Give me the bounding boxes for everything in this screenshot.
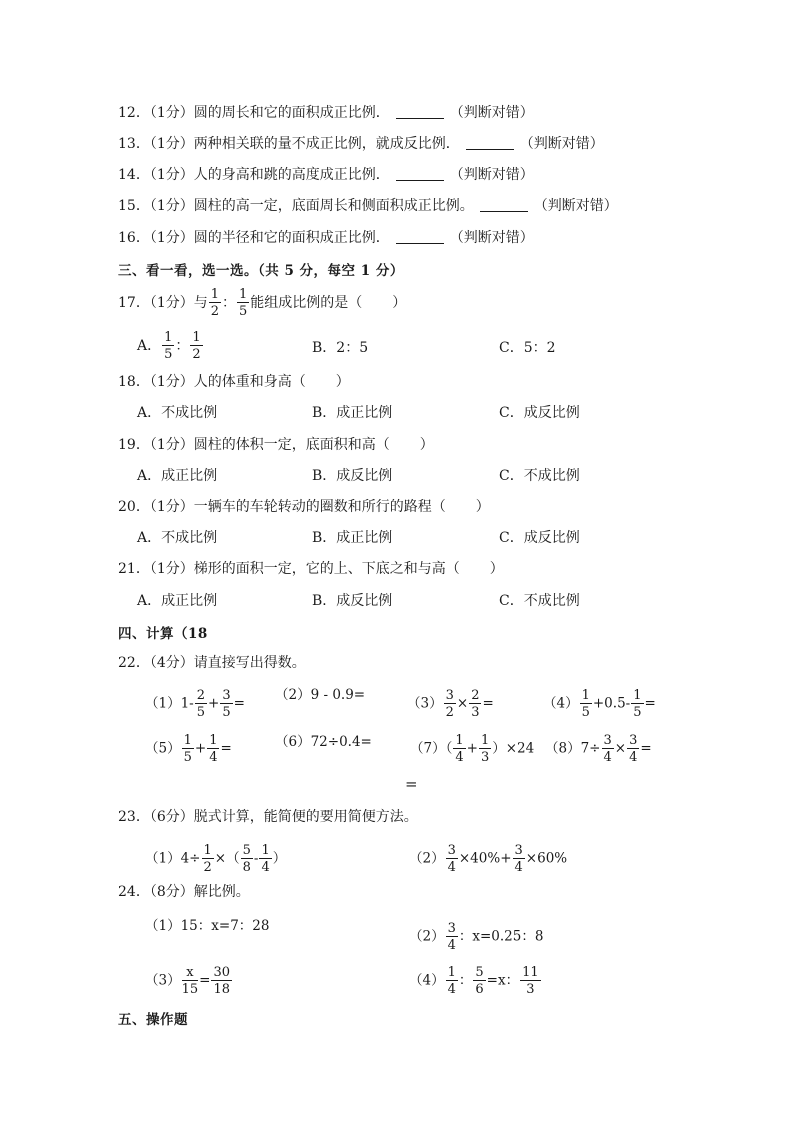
item-label: （3）: [407, 695, 443, 712]
question-hint: （判断对错）: [449, 230, 534, 246]
expression-text: =x：: [486, 972, 520, 989]
equals-sign: =: [644, 695, 656, 712]
answer-blank[interactable]: [466, 135, 514, 150]
calc-23-2: [409, 844, 567, 874]
calc-22-2: [275, 685, 365, 705]
question-16: [118, 228, 534, 248]
calc-24-1: [145, 916, 269, 936]
numerator: 1: [480, 733, 490, 748]
fraction: [446, 844, 458, 874]
calc-22-6: [275, 732, 372, 752]
fraction: [190, 331, 202, 361]
denominator: 5: [222, 705, 231, 720]
option-c[interactable]: C．不成比例: [499, 593, 580, 609]
section-5-heading: 五、操作题: [118, 1012, 188, 1028]
numerator: 11: [522, 965, 539, 980]
question-text: 能组成比例的是（: [250, 295, 363, 311]
numerator: 1: [192, 330, 201, 345]
calc-22-5: [145, 734, 232, 764]
item-label: （2）: [409, 928, 445, 945]
calc-22-7: [410, 734, 534, 764]
option-label: A．: [137, 338, 162, 354]
option-b[interactable]: B．成反比例: [312, 468, 393, 484]
fraction: [207, 734, 219, 764]
fraction: [602, 734, 614, 764]
calc-22-8: [545, 734, 652, 764]
item-label: （8）: [545, 740, 581, 757]
numerator: 1: [455, 733, 464, 748]
question-hint: （判断对错）: [449, 105, 534, 121]
question-21: [118, 559, 504, 579]
fraction: [209, 288, 221, 318]
expression-text: 15：x=7：28: [180, 918, 270, 934]
item-label: （1）: [145, 695, 181, 712]
question-hint: （判断对错）: [533, 198, 618, 214]
question-number: 15．（1分）: [118, 198, 194, 214]
question-number: 16．（1分）: [118, 230, 194, 246]
question-number: 14．（1分）: [118, 167, 194, 183]
item-label: （7）: [410, 740, 446, 757]
denominator: 4: [447, 982, 456, 997]
denominator: 15: [181, 982, 199, 997]
question-18: [118, 372, 350, 392]
fraction: [631, 689, 643, 719]
numerator: 3: [445, 688, 454, 703]
answer-blank[interactable]: [396, 166, 444, 181]
question-20: [118, 497, 490, 517]
question-number: 17．（1分）: [118, 295, 194, 311]
question-number: 18．（1分）: [118, 374, 194, 390]
numerator: 1: [581, 688, 590, 703]
expression-text: ）×24: [492, 740, 535, 757]
question-22-heading: 22．（4分）请直接写出得数。: [118, 655, 306, 671]
denominator: 5: [183, 750, 192, 765]
numerator: 1: [203, 843, 212, 858]
denominator: 4: [447, 938, 456, 953]
question-text: ）: [335, 374, 350, 390]
denominator: 4: [629, 750, 638, 765]
expression-text: ：x=0.25：8: [458, 928, 544, 945]
question-text: ）: [489, 561, 504, 577]
fraction: [259, 844, 271, 874]
fraction: [237, 288, 249, 318]
question-17: [118, 288, 406, 318]
calc-22-4: [543, 689, 656, 719]
section-4-heading: 四、计算（18: [118, 626, 208, 642]
denominator: 3: [480, 750, 490, 765]
numerator: 5: [242, 843, 251, 858]
denominator: 3: [471, 705, 480, 720]
question-15: [118, 196, 618, 216]
item-label: （2）: [275, 687, 311, 703]
paren: （: [445, 740, 453, 757]
question-text: ）: [475, 499, 490, 515]
question-number: 19．（1分）: [118, 437, 194, 453]
numerator: 2: [196, 688, 206, 703]
question-text: 圆的周长和它的面积成正比例．: [193, 105, 390, 121]
option-a[interactable]: [137, 331, 204, 361]
denominator: 8: [242, 860, 251, 875]
fraction: [202, 844, 214, 874]
question-13: [118, 134, 604, 154]
fraction: [195, 689, 207, 719]
fraction: [182, 734, 194, 764]
denominator: 2: [203, 860, 212, 875]
numerator: 3: [514, 843, 523, 858]
numerator: 1: [164, 330, 173, 345]
option-a[interactable]: A．成正比例: [137, 593, 218, 609]
question-number: 13．（1分）: [118, 136, 194, 152]
question-hint: （判断对错）: [519, 136, 604, 152]
operator: ×: [614, 740, 627, 757]
calc-22-7-equals: =: [405, 775, 418, 793]
question-text: 圆的半径和它的面积成正比例．: [193, 230, 390, 246]
question-text: 人的身高和跳的高度成正比例．: [193, 167, 390, 183]
fraction: [446, 922, 458, 952]
equals-sign: =: [233, 695, 245, 712]
ratio-colon: ：: [222, 295, 237, 311]
denominator: 2: [210, 304, 220, 319]
option-b[interactable]: B．2：5: [312, 340, 369, 356]
answer-blank[interactable]: [480, 197, 528, 212]
denominator: 18: [213, 982, 230, 997]
item-label: （6）: [275, 734, 311, 750]
numerator: 1: [239, 287, 248, 302]
question-number: 12．（1分）: [118, 105, 194, 121]
denominator: 5: [581, 705, 590, 720]
fraction: [241, 844, 253, 874]
denominator: 5: [164, 347, 173, 362]
denominator: 6: [475, 982, 484, 997]
expression-text: ×40%+: [458, 850, 512, 867]
numerator: 1: [183, 733, 192, 748]
operator: +: [208, 695, 220, 712]
expression-text: ×（: [214, 850, 240, 867]
question-text: 梯形的面积一定，它的上、下底之和与高（: [193, 561, 460, 577]
fraction: [211, 966, 232, 996]
item-label: （1）: [145, 850, 181, 867]
answer-blank[interactable]: [396, 229, 444, 244]
option-b[interactable]: B．成正比例: [312, 530, 393, 546]
operator: ×: [456, 695, 469, 712]
paren: ）: [272, 850, 287, 867]
denominator: 4: [261, 860, 270, 875]
question-14: [118, 165, 534, 185]
item-label: （4）: [409, 972, 445, 989]
fraction: [627, 734, 639, 764]
ratio-colon: ：: [458, 972, 473, 989]
numerator: 3: [447, 921, 456, 936]
fraction: [513, 844, 525, 874]
option-c[interactable]: C．成反比例: [499, 405, 580, 421]
calc-24-3: [145, 966, 233, 996]
numerator: 2: [471, 688, 480, 703]
question-12: [118, 103, 534, 123]
numerator: 5: [475, 965, 484, 980]
calc-23-1: [145, 844, 286, 874]
calc-22-1: [145, 689, 245, 719]
fraction: [162, 331, 174, 361]
expression-text: 72÷0.4=: [310, 734, 372, 750]
numerator: 1: [210, 287, 220, 302]
fraction: [520, 966, 541, 996]
item-label: （2）: [409, 850, 445, 867]
operator: +: [466, 740, 478, 757]
calc-22-3: [407, 689, 494, 719]
item-label: （3）: [145, 972, 181, 989]
calc-24-4: [409, 966, 542, 996]
denominator: 4: [209, 750, 218, 765]
fraction: [444, 689, 456, 719]
denominator: 3: [526, 982, 535, 997]
question-number: 20．（1分）: [118, 499, 194, 515]
expression-text: +0.5-: [592, 695, 631, 712]
question-23-heading: 23．（6分）脱式计算，能简便的要用简便方法。: [118, 809, 418, 825]
question-text: 人的体重和身高（: [193, 374, 306, 390]
question-text: 圆柱的体积一定，底面积和高（: [193, 437, 390, 453]
operator: +: [194, 740, 207, 757]
fraction: [453, 734, 465, 764]
numerator: x: [182, 966, 199, 981]
option-c[interactable]: C．5：2: [499, 340, 556, 356]
option-c[interactable]: C．不成比例: [499, 468, 580, 484]
expression-text: 1-: [180, 695, 194, 712]
question-text: 与: [193, 295, 208, 311]
section-3-heading: 三、看一看，选一选。（共 5 分，每空 1 分）: [118, 263, 404, 279]
operator: -: [253, 850, 259, 867]
question-text: 两种相关联的量不成正比例，就成反比例．: [193, 136, 460, 152]
numerator: 1: [633, 688, 642, 703]
question-text: ）: [392, 295, 407, 311]
fraction: [479, 734, 491, 764]
ratio-colon: ：: [175, 338, 190, 354]
fraction: [446, 966, 458, 996]
fraction: [580, 689, 592, 719]
denominator: 4: [455, 750, 464, 765]
question-hint: （判断对错）: [449, 167, 534, 183]
question-text: ）: [419, 437, 434, 453]
option-a[interactable]: A．不成比例: [137, 405, 218, 421]
equals-sign: =: [482, 695, 494, 712]
expression-text: 7÷: [580, 740, 601, 757]
item-label: （5）: [145, 740, 181, 757]
denominator: 5: [239, 304, 248, 319]
expression-text: 4÷: [180, 850, 201, 867]
numerator: 3: [222, 688, 231, 703]
denominator: 5: [633, 705, 642, 720]
calc-24-2: [409, 922, 543, 952]
numerator: 1: [447, 965, 456, 980]
numerator: 3: [629, 733, 638, 748]
question-24-heading: 24．（8分）解比例。: [118, 884, 250, 900]
option-c[interactable]: C．成反比例: [499, 530, 580, 546]
numerator: 3: [603, 733, 612, 748]
denominator: 2: [192, 347, 201, 362]
numerator: 1: [261, 843, 270, 858]
denominator: 4: [603, 750, 612, 765]
denominator: 4: [447, 860, 456, 875]
item-label: （1）: [145, 918, 181, 934]
denominator: 4: [514, 860, 523, 875]
expression-text: 9 - 0.9=: [310, 687, 366, 703]
item-label: （4）: [543, 695, 579, 712]
equals-sign: =: [199, 972, 211, 989]
expression-text: ×60%: [525, 850, 568, 867]
question-text: 一辆车的车轮转动的圈数和所行的路程（: [193, 499, 446, 515]
equals-sign: =: [220, 740, 232, 757]
numerator: 1: [209, 733, 218, 748]
equals-sign: =: [640, 740, 652, 757]
option-b[interactable]: B．成正比例: [312, 405, 393, 421]
question-text: 圆柱的高一定，底面周长和侧面积成正比例。: [193, 198, 474, 214]
question-19: [118, 435, 434, 455]
denominator: 5: [196, 705, 206, 720]
numerator: 30: [213, 965, 230, 980]
option-a[interactable]: A．成正比例: [137, 468, 218, 484]
fraction: [469, 689, 481, 719]
option-a[interactable]: A．不成比例: [137, 530, 218, 546]
fraction: [182, 966, 199, 996]
numerator: 3: [447, 843, 456, 858]
question-number: 21．（1分）: [118, 561, 194, 577]
denominator: 2: [445, 705, 454, 720]
fraction: [473, 966, 485, 996]
option-b[interactable]: B．成反比例: [312, 593, 393, 609]
answer-blank[interactable]: [396, 104, 444, 119]
fraction: [220, 689, 232, 719]
